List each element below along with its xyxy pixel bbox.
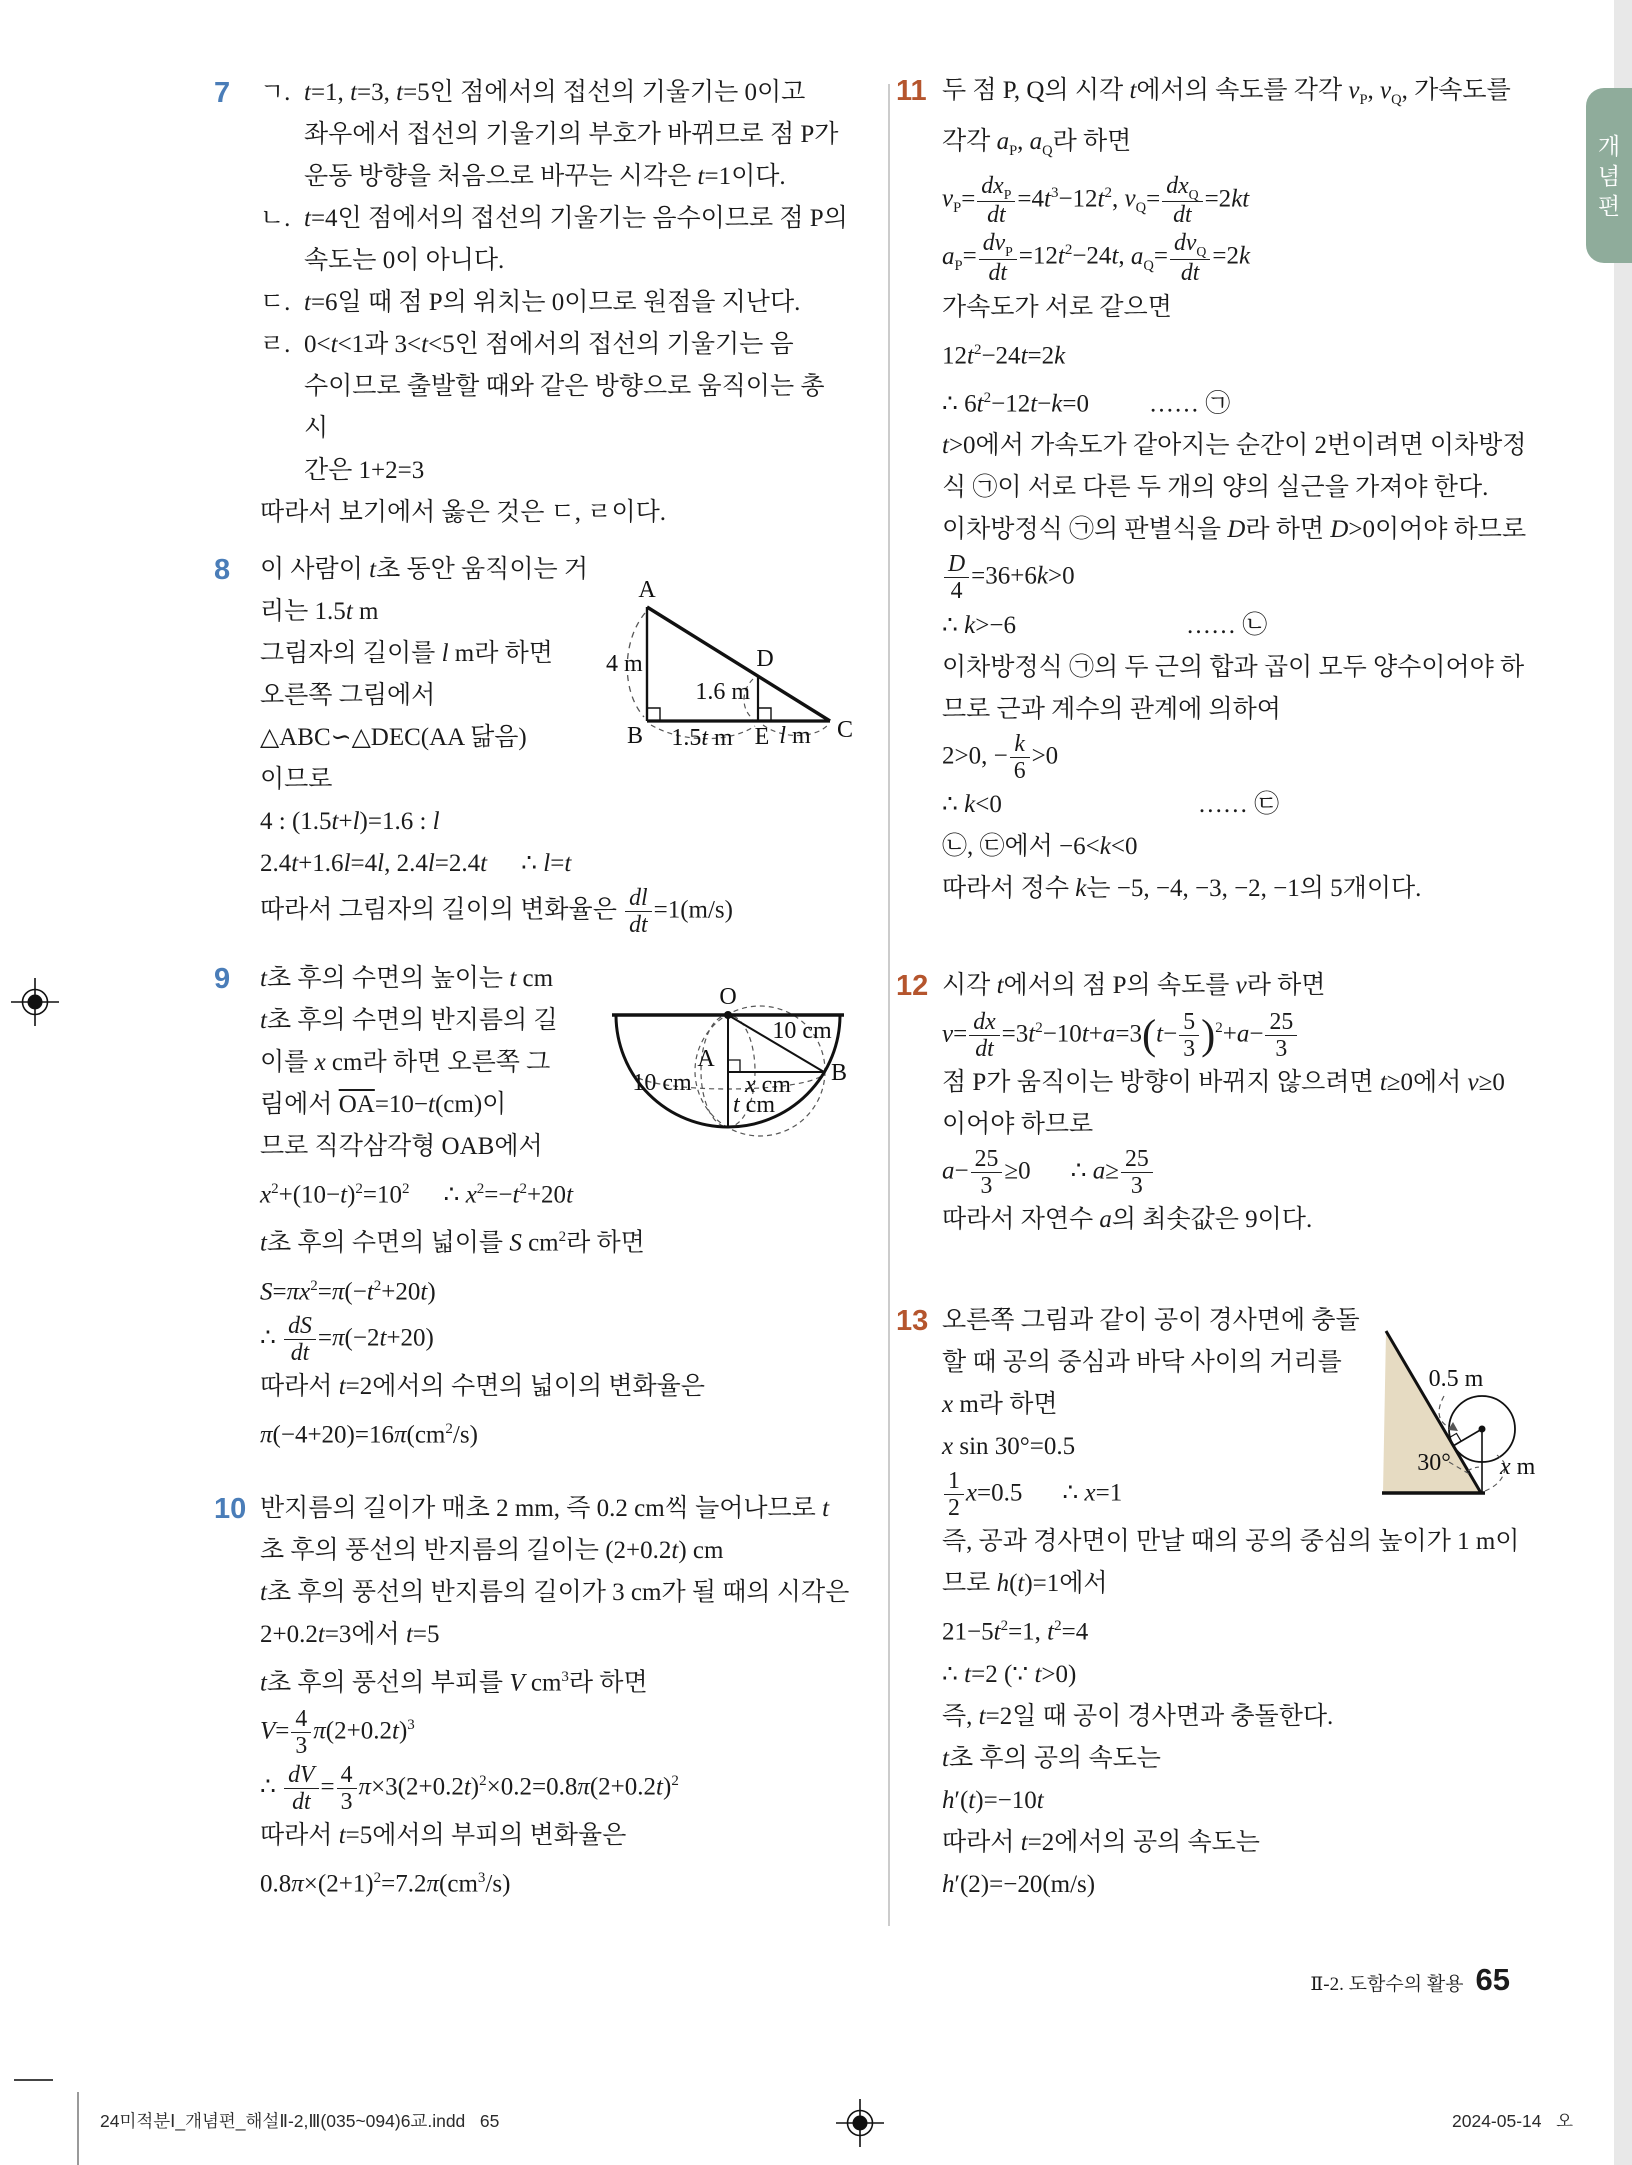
text-line: v= $\frac{dx}{dt}$ $=3t^2-10t+a=3(t-$ $\frac{5}{3}$ )$^2$+a− $\frac{25}{3}$ [942, 1007, 1546, 1062]
problem-body [942, 965, 1546, 1241]
label-30deg: 30° [1417, 1450, 1451, 1476]
text-line: 2+0.2t=3에서 t=5 [260, 1621, 440, 1648]
text-line: t초 후의 수면의 넓이를 S $cm^2$라 하면 [260, 1229, 645, 1257]
text-line: t초 후의 공의 속도는 [942, 1744, 1161, 1772]
text-line: 오른쪽 그림에서 [260, 682, 436, 709]
text-line: $21-5t^2=1$, $t^2=4$ [942, 1618, 1089, 1646]
problem-body [942, 70, 1546, 910]
text-line: 그림자의 길이를 l m라 하면 [260, 640, 553, 667]
text-line: x m라 하면 [942, 1391, 1058, 1418]
label-lm: l m [779, 723, 811, 749]
column-divider [888, 84, 890, 1926]
text-line: 림에서 $\overline{OA}=10-t(cm)$이 [260, 1091, 507, 1118]
text-line: 2>0, − $\frac{k}{6}$ >0 [942, 730, 1059, 784]
problem-number: 7 [214, 77, 231, 109]
text-line: 따라서 t=5에서의 부피의 변화율은 [260, 1821, 627, 1849]
text-line: 운동 방향을 처음으로 바꾸는 시각은 t=1이다. [304, 163, 786, 190]
problem-11 [896, 70, 1546, 910]
text-line: h′(2)=−20(m/s) [942, 1870, 1096, 1898]
text-line: 이 사람이 t초 동안 움직이는 거리는 1.5t m [260, 556, 589, 625]
problem-9 [214, 958, 854, 1457]
label-O: O [719, 984, 737, 1010]
text-line: ㄹ. 0<t<1과 3<t<5인 점에서의 접선의 기울기는 음 [260, 331, 794, 358]
problem-7 [214, 72, 854, 534]
label-10cm-slant: 10 cm [772, 1018, 832, 1044]
problem-number: 11 [896, 75, 927, 107]
text-line: ∴ t=2 (∵ t>0) [942, 1660, 1077, 1688]
label-10cm-radius: 10 cm [632, 1070, 692, 1096]
registration-mark-bottom [836, 2099, 884, 2147]
label-B: B [626, 723, 644, 749]
text-line: 시각 t에서의 점 P의 속도를 v라 하면 [942, 972, 1326, 999]
text-line: 할 때 공의 중심과 바닥 사이의 거리를 [942, 1349, 1342, 1376]
text-line: 이차방정식 ㉠의 판별식을 D라 하면 D>0이어야 하므로 [942, 516, 1527, 544]
text-line: $\frac{D}{4}$ =36+6k>0 [942, 551, 1546, 604]
problem-13 [896, 1300, 1546, 1906]
label-E: E [754, 724, 770, 750]
text-line: 반지름의 길이가 매초 2 mm, 즉 0.2 cm씩 늘어나므로 t [260, 1495, 830, 1522]
text-line: 이어야 하므로 [942, 1111, 1094, 1139]
text-line: 점 P가 움직이는 방향이 바뀌지 않으려면 t≥0에서 v≥0 [942, 1069, 1505, 1097]
edge-tab-label: 개념편 [1597, 132, 1621, 219]
text-line: 즉, t=2일 때 공이 경사면과 충돌한다. [942, 1702, 1334, 1730]
text-line: 이므로 [260, 766, 333, 793]
text-line: ㄴ. t=4인 점에서의 접선의 기울기는 음수이므로 점 P의 [260, 205, 848, 232]
problem-number: 13 [896, 1305, 929, 1337]
text-line: $\frac{1}{2}$ x=0.5 ∴ x=1 [942, 1468, 1546, 1521]
hemisphere-bowl-diagram [602, 984, 854, 1140]
section-footer [1310, 1962, 1510, 1998]
page-number: 65 [1475, 1962, 1510, 1997]
edge-tab [1586, 88, 1632, 263]
text-line: t>0에서 가속도가 같아지는 순간이 2번이려면 이차방정 [942, 432, 1527, 460]
label-4m: 4 m [606, 651, 643, 677]
problem-body [942, 1300, 1546, 1906]
problem-body [260, 1488, 854, 1905]
shadow-triangle-diagram [602, 577, 854, 751]
text-line: 이차방정식 ㉠의 두 근의 합과 곱이 모두 양수이어야 하 [942, 653, 1525, 681]
text-line: 각각 $a_P$, $a_Q$라 하면 [942, 128, 1132, 159]
text-line: $12t^2-24t=2k$ [942, 341, 1066, 369]
text-line: 따라서 자연수 a의 최솟값은 9이다. [942, 1206, 1313, 1234]
text-line: ㉡, ㉢에서 −6<k<0 [942, 832, 1138, 860]
text-line: V= $\frac{4}{3}$ $\pi(2+0.2t)^3$ [260, 1706, 415, 1760]
text-line: 가속도가 서로 같으면 [942, 293, 1172, 321]
trim-mark [14, 2079, 53, 2081]
text-line: $v_P=$ $\frac{dx_P}{dt}$ $=4t^3-12t^2$, $v_Q=$ $\frac{dx_Q}{dt}$ =2kt [942, 172, 1250, 229]
figure-spacer [853, 549, 854, 589]
text-line: $\pi(-4+20)=16\pi(cm^2/s)$ [260, 1421, 478, 1449]
ball-slope-diagram [1380, 1294, 1546, 1496]
text-line: 따라서 보기에서 옳은 것은 ㄷ, ㄹ이다. [260, 499, 667, 526]
text-line: t초 후의 수면의 높이는 t cm [260, 965, 554, 992]
label-xcm: x cm [745, 1072, 791, 1098]
figure-shadow-triangle [602, 577, 854, 761]
text-line: t초 후의 풍선의 반지름의 길이가 3 cm가 될 때의 시각은 [260, 1579, 850, 1606]
registration-mark-left [11, 978, 59, 1026]
problem-number: 12 [896, 970, 929, 1002]
text-line: 따라서 t=2에서의 수면의 넓이의 변화율은 [260, 1373, 705, 1401]
print-date: 2024-05-14 오 [1452, 2111, 1574, 2131]
text-line: a− $\frac{25}{3}$ ≥0 ∴ a≥ $\frac{25}{3}$ [942, 1146, 1546, 1199]
text-line: 오른쪽 그림과 같이 공이 경사면에 충돌 [942, 1307, 1360, 1334]
text-line: $a_P=$ $\frac{dv_P}{dt}$ $=12t^2-24t$, $a_Q=$ $\frac{dv_Q}{dt}$ =2k [942, 229, 1251, 286]
text-line: ∴ $\frac{dS}{dt}$ =π(−2t+20) [260, 1312, 434, 1367]
text-line: 따라서 그림자의 길이의 변화율은 $\frac{dl}{dt}$ =1(m/s) [260, 885, 733, 939]
problem-body [260, 549, 854, 938]
text-line: 수이므로 출발할 때와 같은 방향으로 움직이는 총 시 [304, 373, 825, 442]
figure-hemisphere-bowl [602, 984, 854, 1154]
problem-number: 10 [214, 1493, 247, 1525]
label-0.5m: 0.5 m [1428, 1366, 1484, 1392]
problem-body [260, 72, 854, 534]
text-line: 식 ㉠이 서로 다른 두 개의 양의 실근을 가져야 한다. [942, 474, 1489, 502]
text-line: $0.8\pi\times(2+1)^2=7.2\pi(cm^3/s)$ [260, 1869, 511, 1898]
problem-number: 9 [214, 963, 231, 995]
text-line: 즉, 공과 경사면이 만날 때의 공의 중심의 높이가 1 m이 [942, 1528, 1520, 1556]
problem-number: 8 [214, 554, 231, 586]
text-line: $S=\pi x^2=\pi(-t^2+20t)$ [260, 1277, 436, 1305]
text-line: ∴ k>−6 …… ㉡ [942, 611, 1268, 639]
label-1.6m: 1.6 m [695, 679, 750, 705]
label-A: A [638, 577, 656, 603]
text-line: ∴ $6t^2-12t-k=0$ …… ㉠ [942, 389, 1231, 418]
figure-ball-slope [1380, 1294, 1546, 1510]
text-line: 속도는 0이 아니다. [304, 247, 505, 274]
text-line: 므로 직각삼각형 OAB에서 [260, 1133, 543, 1160]
text-line: $x^2+(10-t)^2=10^2$ ∴ $x^2=-t^2+20t$ [260, 1181, 574, 1209]
figure-spacer [853, 958, 854, 992]
text-line: 초 후의 풍선의 반지름의 길이는 (2+0.2t) cm [260, 1537, 724, 1564]
print-filename: 24미적분Ⅰ_개념편_해설Ⅱ-2,Ⅲ(035~094)6교.indd 65 [100, 2111, 500, 2131]
label-B: B [831, 1060, 848, 1086]
footer-rule [77, 2092, 79, 2165]
text-line: 따라서 t=2에서의 공의 속도는 [942, 1828, 1260, 1856]
text-line: ∴ k<0 …… ㉢ [942, 790, 1280, 818]
label-C: C [836, 717, 854, 743]
label-xm: x m [1500, 1454, 1536, 1480]
text-line: 이를 x cm라 하면 오른쪽 그 [260, 1049, 551, 1076]
text-line: ㄷ. t=6일 때 점 P의 위치는 0이므로 원점을 지난다. [260, 289, 801, 316]
text-line: ∴ $\frac{dV}{dt}$ = $\frac{4}{3}$ $\pi\times 3(2+0.2t)^2\times 0.2=0.8\pi(2+0.2t)^2$ [260, 1761, 679, 1815]
text-line: △ABC∽△DEC(AA 닮음) [260, 724, 527, 751]
text-line: ㄱ. t=1, t=3, t=5인 점에서의 접선의 기울기는 0이고 [260, 79, 806, 106]
problem-8 [214, 549, 854, 938]
problem-12 [896, 965, 1546, 1241]
label-1.5tm: 1.5t m [671, 725, 733, 751]
text-line: 간은 1+2=3 [304, 457, 425, 484]
text-line: 두 점 P, Q의 시각 t에서의 속도를 각각 $v_P$, $v_Q$, 가속도를 [942, 77, 1511, 108]
label-A: A [697, 1046, 715, 1072]
text-line: 좌우에서 접선의 기울기의 부호가 바뀌므로 점 P가 [304, 121, 839, 148]
text-line: x sin 30°=0.5 [942, 1433, 1076, 1460]
text-line: 므로 h(t)=1에서 [942, 1570, 1108, 1598]
problem-body [260, 958, 854, 1457]
text-line: 2.4t+1.6l=4l, 2.4l=2.4t ∴ l=t [260, 850, 572, 877]
text-line: h′(t)=−10t [942, 1786, 1044, 1814]
text-line: t초 후의 풍선의 부피를 V $cm^3$라 하면 [260, 1669, 648, 1697]
label-D: D [756, 646, 774, 672]
text-line: 므로 근과 계수의 관계에 의하여 [942, 695, 1281, 723]
label-tcm: t cm [733, 1092, 775, 1118]
text-line: t초 후의 수면의 반지름의 길 [260, 1007, 558, 1034]
text-line: 4 : (1.5t+l)=1.6 : l [260, 808, 440, 835]
section-title: Ⅱ-2. 도함수의 활용 [1310, 1974, 1464, 1995]
text-line: 따라서 정수 k는 −5, −4, −3, −2, −1의 5개이다. [942, 874, 1422, 902]
problem-10 [214, 1488, 854, 1905]
